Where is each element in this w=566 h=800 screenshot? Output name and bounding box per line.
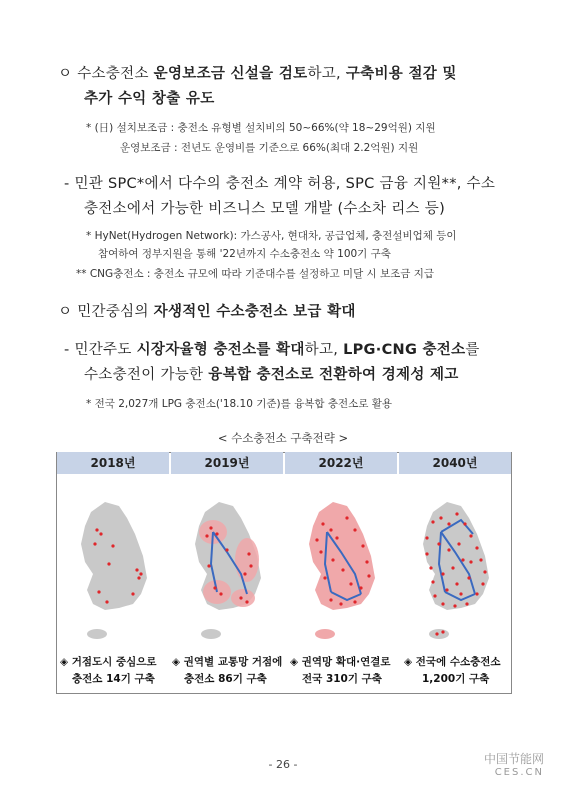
text-bold: LPG·CNG 충전소	[343, 342, 466, 358]
map-2022	[285, 474, 397, 650]
text: 하고,	[304, 342, 344, 358]
box-line1: ◈ 거점도시 중심으로	[60, 656, 157, 668]
map-2018	[57, 474, 169, 650]
section1-line2: 추가 수익 창출 유도	[84, 91, 215, 107]
text-bold: 시장자율형 충전소를 확대	[136, 342, 305, 358]
section1-line1	[58, 62, 457, 83]
watermark-line2: CES.CN	[494, 767, 544, 778]
text: - 민간주도	[64, 342, 137, 358]
panel-box-2040	[404, 654, 510, 690]
section2-line2: 충전소에서 가능한 비즈니스 모델 개발 (수소차 리스 등)	[84, 201, 446, 217]
page-number: - 26 -	[268, 758, 298, 771]
panel-header-2019: 2019년	[171, 452, 283, 474]
section3-note1: * 전국 2,027개 LPG 충전소('18.10 기준)를 융복합 충전소로 활용	[86, 398, 393, 410]
section2-note2: 참여하여 정부지원을 통해 '22년까지 수소충전소 약 100기 구축	[98, 248, 391, 260]
panel-header-2022: 2022년	[285, 452, 397, 474]
section2-note1: * HyNet(Hydrogen Network): 가스공사, 현대차, 공급업체, 충전설비업체 등이	[86, 230, 457, 242]
section3-line3	[84, 363, 459, 384]
watermark	[484, 750, 544, 778]
section1-note1: * (日) 설치보조금 : 충전소 유형별 설치비의 50~66%(약 18~29억원) 지원	[86, 122, 436, 134]
text: ㅇ 민간중심의	[58, 304, 154, 320]
text-bold: 융복합 충전소로 전환하여 경제성 제고	[208, 367, 459, 383]
box-line2: 전국 310기 구축	[302, 673, 382, 685]
text: 수소충전이 가능한	[84, 367, 209, 383]
map-2019	[171, 474, 283, 650]
box-line1: ◈ 권역별 교통망 거점에	[172, 656, 283, 668]
map-2040	[399, 474, 511, 650]
text: 를	[465, 342, 480, 358]
box-line2: 충전소 86기 구축	[184, 673, 267, 685]
panel-header-2018: 2018년	[57, 452, 169, 474]
text-bold: 구축비용 절감 및	[345, 66, 457, 82]
text-bold: 운영보조금 신설을 검토	[153, 66, 308, 82]
panel-box-2022	[290, 654, 398, 690]
section3-line2	[64, 338, 480, 359]
watermark-line1: 中国节能网	[483, 752, 544, 766]
box-line1: ◈ 전국에 수소충전소	[404, 656, 501, 668]
text: ㅇ 수소충전소	[58, 66, 154, 82]
panel-box-2019	[172, 654, 284, 690]
section2-note3: ** CNG충전소 : 충전소 규모에 따라 기준대수를 설정하고 미달 시 보조금 지급	[76, 268, 435, 280]
text: 하고,	[307, 66, 346, 82]
panel-header-2040: 2040년	[399, 452, 511, 474]
box-line1: ◈ 권역망 확대·연결로	[290, 656, 391, 668]
box-line2: 충전소 14기 구축	[72, 673, 155, 685]
section3-line1	[58, 300, 356, 321]
section1-note2: 운영보조금 : 전년도 운영비를 기준으로 66%(최대 2.2억원) 지원	[120, 142, 419, 154]
figure-caption: < 수소충전소 구축전략 >	[217, 431, 349, 445]
panel-box-2018	[60, 654, 168, 690]
text-bold: 자생적인 수소충전소 보급 확대	[153, 304, 356, 320]
box-line2: 1,200기 구축	[422, 673, 490, 685]
section2-line1: - 민관 SPC*에서 다수의 충전소 계약 허용, SPC 금융 지원**, 수소	[64, 176, 496, 192]
